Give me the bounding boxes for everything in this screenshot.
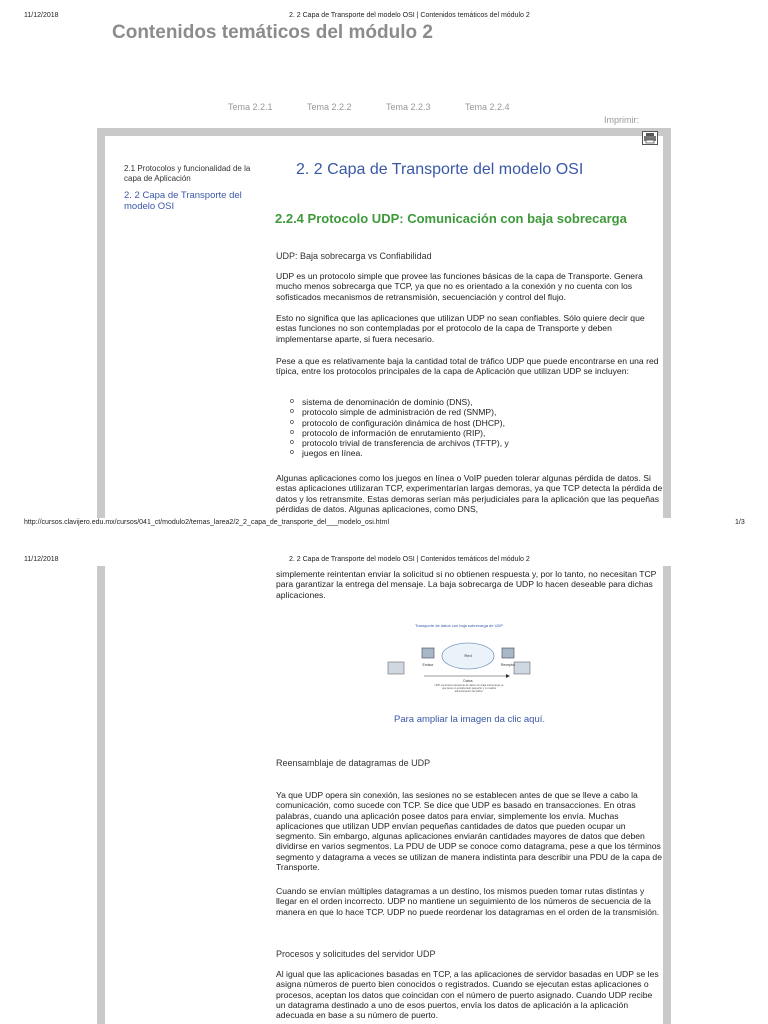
enlarge-image-link[interactable]: Para ampliar la imagen da clic aquí. bbox=[394, 714, 546, 725]
tab-2-2-2[interactable]: Tema 2.2.2 bbox=[307, 102, 352, 112]
cloud-label: Red bbox=[464, 653, 472, 658]
list-item: o protocolo de información de enrutamiento (RIP), bbox=[290, 427, 486, 438]
list-item: o protocolo simple de administración de red (SNMP), bbox=[290, 407, 497, 418]
udp-protocol-list bbox=[290, 397, 509, 459]
section-title-server-processes: Procesos y solicitudes del servidor UDP bbox=[276, 949, 436, 959]
section-title-udp-overhead: UDP: Baja sobrecarga vs Confiabilidad bbox=[276, 251, 432, 261]
receiver-computer-icon bbox=[502, 648, 514, 658]
tab-2-2-4[interactable]: Tema 2.2.4 bbox=[465, 102, 510, 112]
figure-note: UDP suministra transporte de datos con baja sobrecarga ya que tiene un encabezado pequeño y no realiza administración de tráfico. bbox=[434, 684, 504, 693]
paragraph-udp-protocols: Pese a que es relativamente baja la cantidad total de tráfico UDP que puede encontrarse en una red típica, entre los protocolos principales de la capa de Aplicación que utilizan UDP se incluyen: bbox=[276, 356, 659, 377]
paragraph-datagram-order: Cuando se envían múltiples datagramas a un destino, los mismos pueden tomar rutas distintas y llegar en el orden incorrecto. UDP no mantiene un seguimiento de los números de secuencia de la manera en que lo hace TCP. UDP no puede reordenar los datagramas en el orden de la transmisión. bbox=[276, 886, 660, 917]
sender-computer-icon bbox=[422, 648, 434, 658]
print-title-page2: 2. 2 Capa de Transporte del modelo OSI | Contenidos temáticos del módulo 2 bbox=[289, 556, 530, 563]
sender-switch bbox=[388, 662, 404, 674]
paragraph-udp-reliability: Esto no significa que las aplicaciones que utilizan UDP no sean confiables. Sólo quiere decir que estas funciones no son contempladas por el protocolo de la capa de Transporte y deben implementarse aparte, si fuera necesario. bbox=[276, 313, 645, 344]
paragraph-reassembly: Ya que UDP opera sin conexión, las sesiones no se establecen antes de que se lleve a cabo la comunicación, como sucede con TCP. Se dice que UDP es basado en transacciones. En otras palabras, cuando una aplicación posee datos para enviar, simplemente los envía. Muchas aplicaciones que utilizan UDP envían pequeñas cantidades de datos que pueden ocupar un segmento. Sin embargo, algunas aplicaciones enviarán cantidades mayores de datos que deben dividirse en varios segmentos. La PDU de UDP se conoce como datagrama, pese a que los términos segmento y datagrama a veces se utilizan de manera indistinta para describir una PDU de la capa de Transporte. bbox=[276, 790, 662, 873]
printer-icon[interactable] bbox=[642, 131, 658, 145]
paragraph-udp-basics: UDP es un protocolo simple que provee las funciones básicas de la capa de Transporte. Genera mucho menos sobrecarga que TCP, ya que no es orientado a la conexión y no cuenta con los sofisticados mecanismos de retransmisión, secuenciación y control del flujo. bbox=[276, 271, 643, 302]
data-label: Datos bbox=[463, 679, 473, 683]
list-item: o sistema de denominación de dominio (DNS), bbox=[290, 397, 473, 407]
receiver-label: Receptor bbox=[500, 663, 516, 667]
page-title: Contenidos temáticos del módulo 2 bbox=[112, 22, 433, 43]
print-url: http://cursos.clavijero.edu.mx/cursos/041_ct/modulo2/temas_larea2/2_2_capa_de_transporte_del___modelo_osi.html bbox=[24, 519, 389, 526]
tab-2-2-3[interactable]: Tema 2.2.3 bbox=[386, 102, 431, 112]
sender-label: Emisor bbox=[422, 663, 434, 667]
print-date-page2: 11/12/2018 bbox=[24, 556, 59, 563]
tab-2-2-1[interactable]: Tema 2.2.1 bbox=[228, 102, 273, 112]
udp-transport-diagram bbox=[384, 620, 534, 712]
paragraph-server-processes: Al igual que las aplicaciones basadas en TCP, a las aplicaciones de servidor basadas en UDP se les asigna números de puerto bien conocidos o registrados. Cuando se ejecutan estas aplicaciones o procesos, aceptan los datos que coincidan con el número de puerto asignado. Cuando UDP recibe un datagrama destinado a uno de esos puertos, envía los datos de aplicación a la aplicación adecuada en base a su número de puerto. bbox=[276, 969, 659, 1021]
section-title-reassembly: Reensamblaje de datagramas de UDP bbox=[276, 758, 431, 768]
content-subheading: 2.2.4 Protocolo UDP: Comunicación con baja sobrecarga bbox=[275, 211, 627, 226]
content-heading: 2. 2 Capa de Transporte del modelo OSI bbox=[296, 161, 584, 178]
paragraph-udp-applications-cont: simplemente reintentan enviar la solicitud si no obtienen respuesta y, por lo tanto, no necesitan TCP para garantizar la entrega del mensaje. La baja sobrecarga de UDP lo hacen deseable para dichas aplicaciones. bbox=[276, 569, 657, 600]
list-item: o protocolo trivial de transferencia de archivos (TFTP), y bbox=[290, 438, 509, 449]
figure-title: Transporte de datos con baja sobrecarga de UDP bbox=[414, 623, 504, 628]
print-date: 11/12/2018 bbox=[24, 12, 59, 19]
print-label: Imprimir: bbox=[604, 115, 639, 125]
print-page-number: 1/3 bbox=[735, 519, 745, 526]
receiver-switch bbox=[514, 662, 530, 674]
print-title: 2. 2 Capa de Transporte del modelo OSI | Contenidos temáticos del módulo 2 bbox=[289, 12, 530, 19]
list-item: o protocolo de configuración dinámica de host (DHCP), bbox=[290, 417, 506, 428]
paragraph-udp-applications: Algunas aplicaciones como los juegos en línea o VoIP pueden tolerar algunas pérdida de datos. Si estas aplicaciones utilizaran TCP, experimentarían largas demoras, ya que TCP detecta la pérdida de datos y los retransmite. Estas demoras serían más perjudiciales para la aplicación que las pequeñas pérdidas de datos. Algunas aplicaciones, como DNS, bbox=[276, 473, 663, 514]
sidebar-item-2-2[interactable]: 2. 2 Capa de Transporte del modelo OSI bbox=[124, 190, 242, 212]
sidebar-item-2-1[interactable]: 2.1 Protocolos y funcionalidad de la capa de Aplicación bbox=[124, 164, 251, 183]
list-item: o juegos en línea. bbox=[290, 448, 363, 459]
